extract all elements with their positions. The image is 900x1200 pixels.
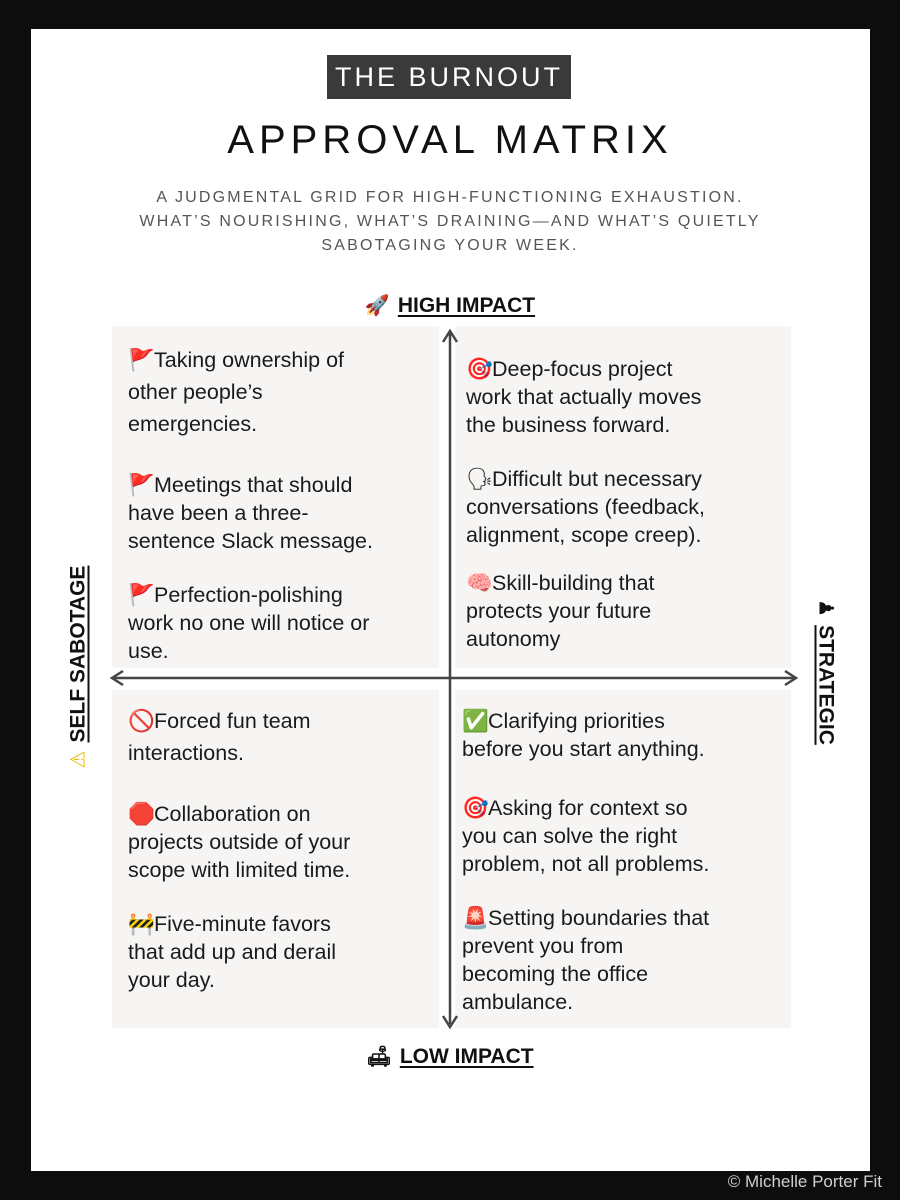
list-item: 🚨Setting boundaries that prevent you from becoming the office ambulance. [462, 906, 710, 1014]
axis-label-strategic [814, 599, 839, 745]
list-item: 🚩Meetings that should have been a three- sentence Slack message. [128, 473, 373, 553]
red-flag-icon: 🚩 [128, 583, 155, 607]
high-impact-text: HIGH IMPACT [397, 293, 536, 317]
list-item: ✅Clarifying priorities before you start anything. [462, 709, 705, 761]
prohibited-icon: 🚫 [128, 709, 155, 733]
rocket-icon: 🚀 [364, 295, 390, 317]
brain-icon: 🧠 [466, 571, 493, 595]
list-item: 🛑Collaboration on projects outside of your scope with limited time. [128, 802, 351, 882]
red-flag-icon: 🚩 [128, 348, 155, 372]
target-icon: 🎯 [462, 796, 489, 820]
strategic-text: STRATEGIC [815, 625, 838, 745]
list-item: 🧠Skill-building that protects your future autonomy [466, 571, 655, 651]
low-impact-text: LOW IMPACT [399, 1044, 534, 1068]
title-badge-text: THE BURNOUT [335, 61, 563, 92]
axis-label-low-impact [0, 1044, 900, 1069]
chess-pawn-icon: ♟ [814, 599, 837, 618]
subtitle-line-3: SABOTAGING YOUR WEEK. [321, 237, 579, 254]
warning-icon: ⚠ [67, 750, 90, 769]
list-item: 🎯Asking for context so you can solve the right problem, not all problems. [462, 796, 710, 876]
red-flag-icon: 🚩 [128, 473, 155, 497]
stop-sign-icon: 🛑 [128, 802, 155, 826]
couch-icon: 🛋 [366, 1046, 392, 1068]
list-item: 🎯Deep-focus project work that actually moves the business forward. [466, 357, 702, 437]
axis-label-self-sabotage [66, 566, 91, 769]
construction-icon: 🚧 [128, 912, 155, 936]
subtitle-line-1: A JUDGMENTAL GRID FOR HIGH-FUNCTIONING EXHAUSTION. [156, 189, 744, 206]
siren-icon: 🚨 [462, 906, 489, 930]
check-mark-icon: ✅ [462, 709, 489, 733]
speaking-head-icon: 🗣 [466, 467, 494, 491]
list-item: 🚧Five-minute favors that add up and derail your day. [128, 912, 336, 992]
target-icon: 🎯 [466, 357, 493, 381]
list-item: 🚫Forced fun team interactions. [128, 709, 311, 765]
list-item: 🗣Difficult but necessary conversations (feedback, alignment, scope creep). [466, 467, 706, 547]
copyright-text: © Michelle Porter Fit [727, 1172, 882, 1191]
axis-label-high-impact [0, 293, 900, 318]
page-title: APPROVAL MATRIX [227, 118, 673, 162]
list-item: 🚩Perfection-polishing work no one will notice or use. [128, 583, 370, 663]
subtitle-line-2: WHAT’S NOURISHING, WHAT’S DRAINING—AND WHAT’S QUIETLY [139, 213, 761, 230]
self-sabotage-text: SELF SABOTAGE [66, 565, 89, 743]
list-item: 🚩Taking ownership of other people’s emergencies. [128, 348, 345, 436]
